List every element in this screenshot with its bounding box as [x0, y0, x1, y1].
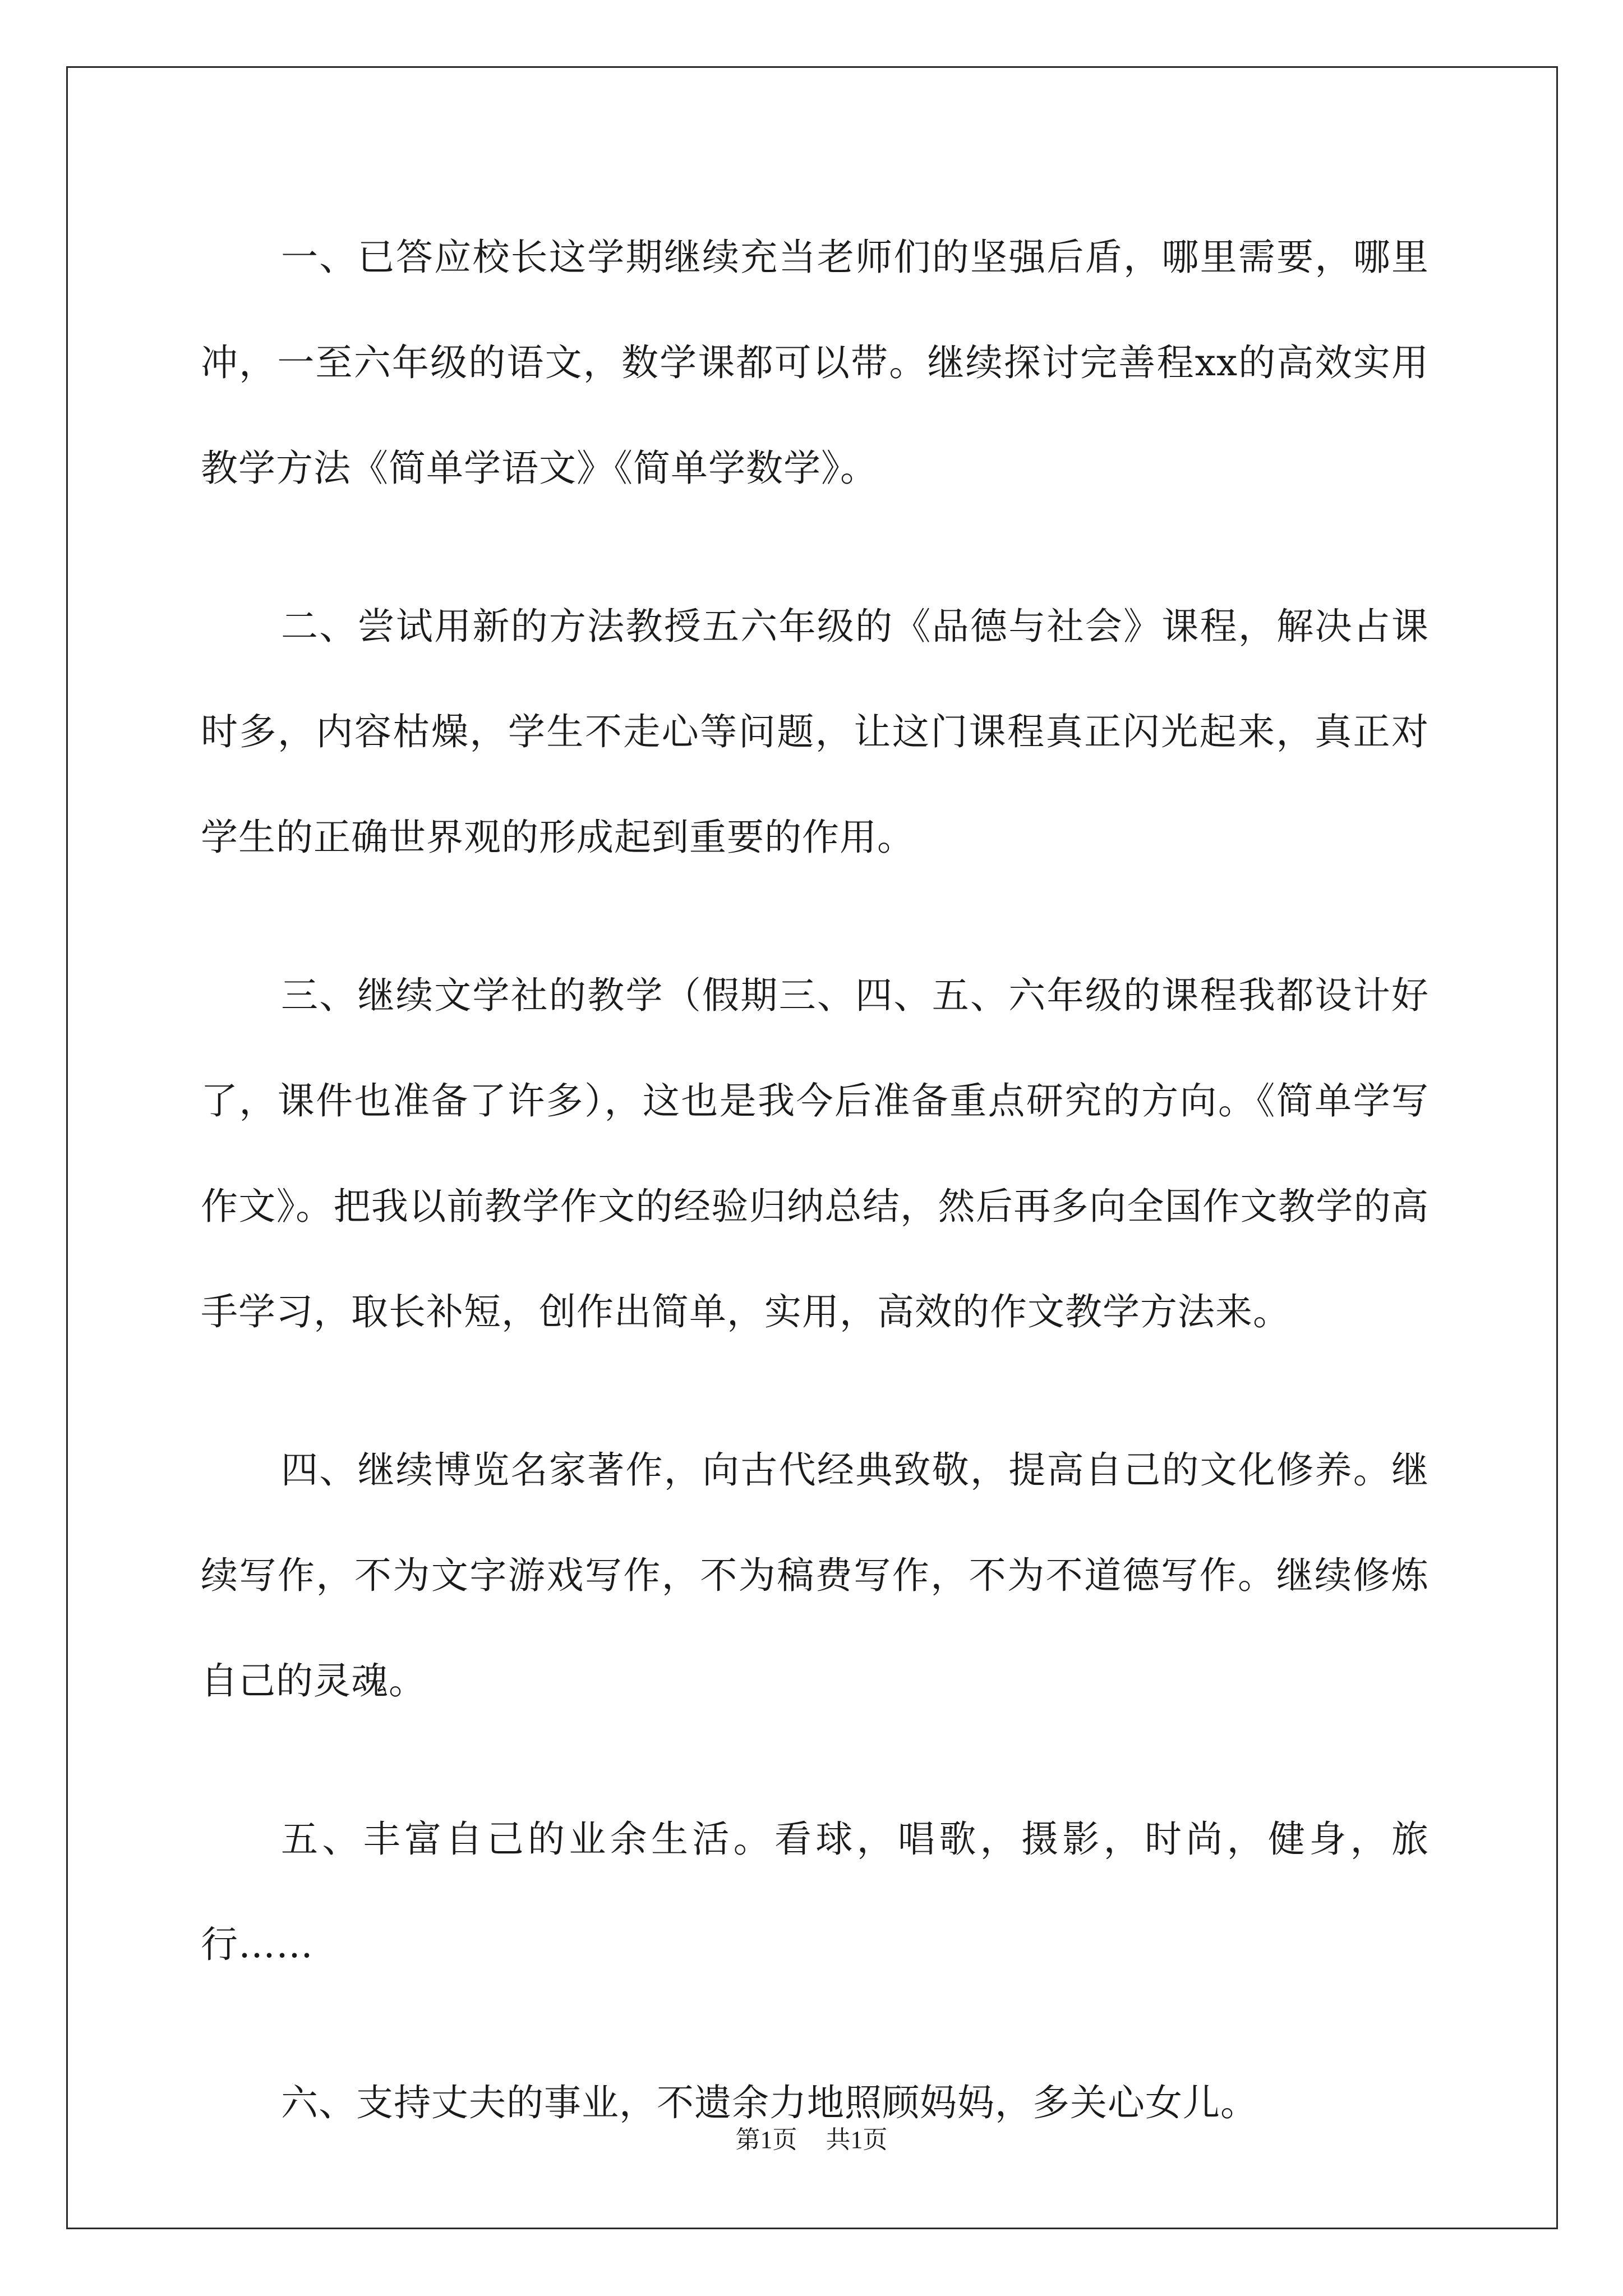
page-number: 第1页 — [735, 2126, 797, 2154]
paragraph-4: 四、继续博览名家著作，向古代经典致敬，提高自己的文化修养。继续写作，不为文字游戏写作，不为稿费写作，不为不道德写作。继续修炼自己的灵魂。 — [201, 1448, 1429, 1703]
paragraph-1: 一、已答应校长这学期继续充当老师们的坚强后盾，哪里需要，哪里冲，一至六年级的语文，数学课都可以带。继续探讨完善程xx的高效实用教学方法《简单学语文》《简单学数学》。 — [201, 236, 1429, 490]
paragraph-2: 二、尝试用新的方法教授五六年级的《品德与社会》课程，解决占课时多，内容枯燥，学生不走心等问题，让这门课程真正闪光起来，真正对学生的正确世界观的形成起到重要的作用。 — [201, 605, 1429, 859]
page-footer — [0, 2123, 1623, 2157]
document-body — [201, 205, 1429, 2156]
paragraph-5: 五、丰富自己的业余生活。看球，唱歌，摄影，时尚，健身，旅行…… — [201, 1818, 1429, 1966]
paragraph-3: 三、继续文学社的教学（假期三、四、五、六年级的课程我都设计好了，课件也准备了许多），这也是我今后准备重点研究的方向。《简单学写作文》。把我以前教学作文的经验归纳总结，然后再多向全国作文教学的高手学习，取长补短，创作出简单，实用，高效的作文教学方法来。 — [201, 974, 1429, 1333]
paragraph-6: 六、支持丈夫的事业，不遗余力地照顾妈妈，多关心女儿。 — [281, 2081, 1258, 2124]
page-total: 共1页 — [826, 2126, 888, 2154]
